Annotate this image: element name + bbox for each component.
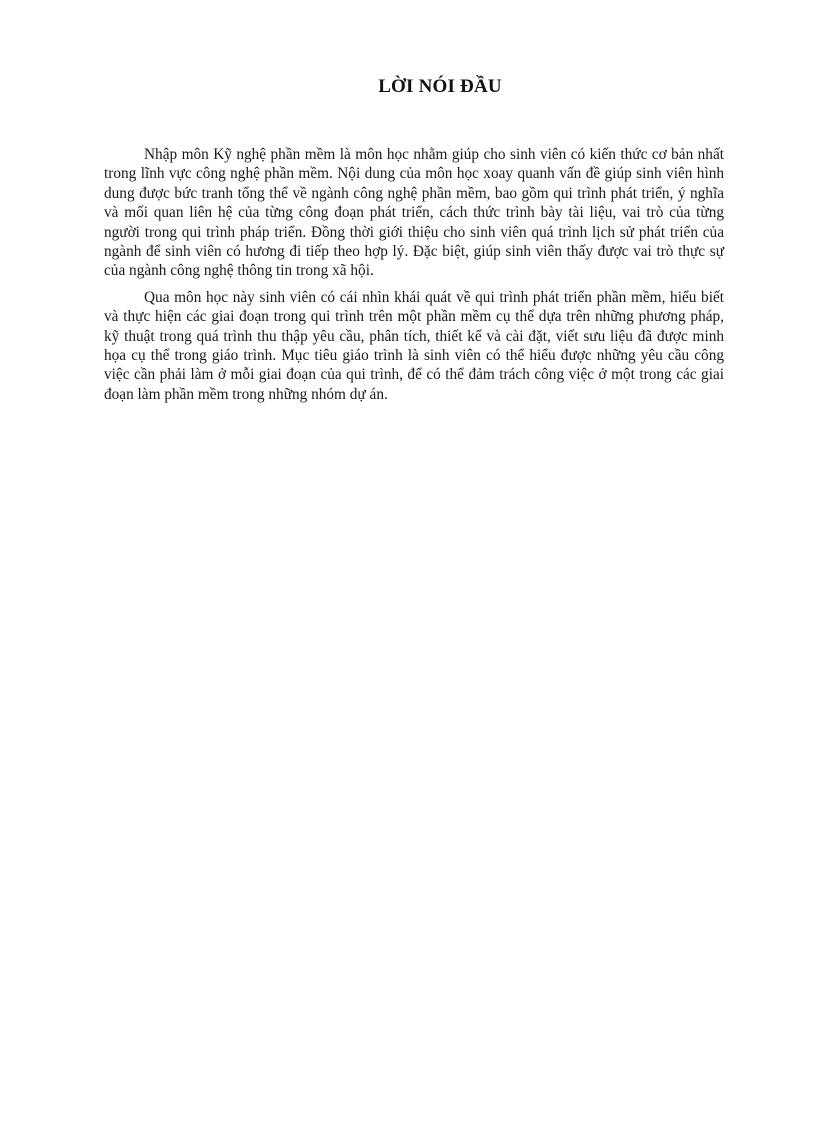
page-title: LỜI NÓI ĐẦU — [378, 76, 502, 97]
paragraph-1: Nhập môn Kỹ nghệ phần mềm là môn học nhằm giúp cho sinh viên có kiến thức cơ bản nhất trong lĩnh vực công nghệ phần mềm. Nội dung của môn học xoay quanh vấn đề giúp sinh viên hình dung được bức tranh tổng thể về ngành công nghệ phần mềm, bao gồm qui trình phát triển, ý nghĩa và mối quan liên hệ của từng công đoạn phát triển, cách thức trình bày tài liệu, vai trò của từng người trong qui trình pháp triển. Đồng thời giới thiệu cho sinh viên quá trình lịch sử phát triển của ngành để sinh viên có hương đi tiếp theo hợp lý. Đặc biệt, giúp sinh viên thấy được vai trò thực sự của ngành công nghệ thông tin trong xã hội. — [104, 146, 724, 280]
preface-body — [104, 145, 724, 411]
paragraph-2: Qua môn học này sinh viên có cái nhìn khái quát về qui trình phát triển phần mềm, hiểu biết và thực hiện các giai đoạn trong qui trình trên một phần mềm cụ thể dựa trên những phương pháp, kỹ thuật trong quá trình thu thập yêu cầu, phân tích, thiết kế và cài đặt, viết sưu liệu đã được minh họa cụ thể trong giáo trình. Mục tiêu giáo trình là sinh viên có thể hiểu được những yêu cầu công việc cần phải làm ở mỗi giai đoạn của qui trình, để có thể đảm trách công việc ở một trong các giai đoạn làm phần mềm trong những nhóm dự án. — [104, 288, 724, 403]
